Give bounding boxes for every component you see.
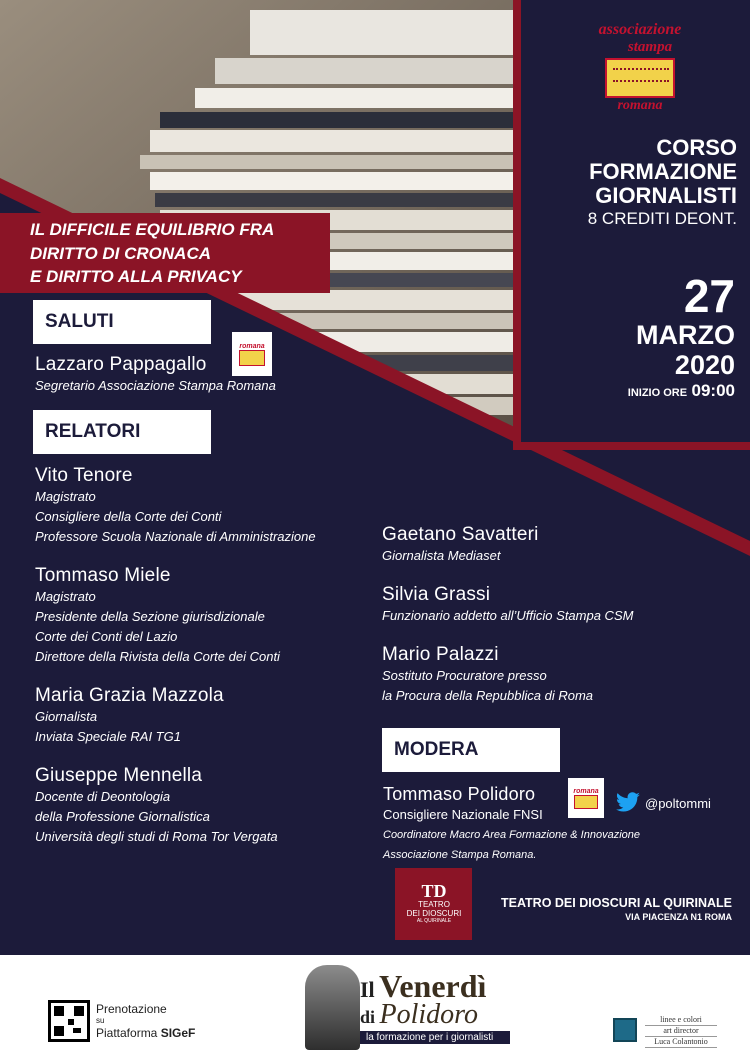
crimson-vertical — [513, 0, 521, 450]
relatore-role: Giornalista Mediaset — [382, 548, 501, 563]
moderator-name: Tommaso Polidoro — [383, 784, 536, 804]
booking-line2: su — [96, 1016, 105, 1025]
saluti-label: SALUTI — [33, 300, 211, 344]
date-day: 27 — [683, 270, 735, 322]
association-logo — [590, 12, 690, 122]
moderator-extra2: Associazione Stampa Romana. — [383, 849, 537, 861]
relatore-role: Funzionario addetto all’Ufficio Stampa CSM — [382, 608, 634, 623]
mini-colosseum-icon — [239, 350, 265, 366]
relatore-name: Giuseppe Mennella — [35, 765, 203, 786]
booking-qr-code[interactable] — [48, 1000, 90, 1042]
relatore-role: Inviata Speciale RAI TG1 — [35, 729, 181, 744]
relatore-role: Università degli studi di Roma Tor Vergata — [35, 829, 278, 844]
course-info — [525, 136, 737, 230]
design-credit — [645, 1015, 717, 1048]
course-line3: GIORNALISTI — [595, 183, 737, 208]
logo-text-stampa: stampa — [627, 38, 673, 55]
relatore-giuseppe-mennella — [35, 765, 278, 847]
title-line1: IL DIFFICILE EQUILIBRIO FRA — [30, 220, 275, 239]
course-line2: FORMAZIONE — [589, 159, 737, 184]
booking-line3: Piattaforma — [96, 1026, 158, 1040]
event-date — [540, 272, 735, 404]
saluti-name: Lazzaro Pappagallo — [35, 354, 207, 375]
venue-address: VIA PIACENZA N1 ROMA — [625, 912, 732, 922]
relatori-label: RELATORI — [33, 410, 211, 454]
date-year: 2020 — [674, 350, 735, 380]
mini-colosseum-icon — [574, 795, 598, 809]
brand-polidoro: Polidoro — [379, 999, 478, 1030]
saluti-association-logo — [232, 332, 272, 376]
twitter-handle[interactable]: @poltommi — [645, 795, 711, 811]
credit-line2: art director — [645, 1026, 717, 1037]
relatore-role: Magistrato — [35, 589, 96, 604]
venue-info — [470, 895, 732, 924]
title-line3: E DIRITTO ALLA PRIVACY — [30, 267, 242, 286]
booking-line1: Prenotazione — [96, 1002, 167, 1016]
venue-logo — [400, 882, 468, 925]
logo-text-romana: romana — [617, 97, 663, 113]
title-box — [0, 213, 330, 293]
moderator-association-logo — [568, 778, 604, 818]
relatore-name: Gaetano Savatteri — [382, 524, 539, 545]
relatore-role: Corte dei Conti del Lazio — [35, 629, 178, 644]
brand-il: Il — [360, 977, 375, 1002]
moderator-role: Consigliere Nazionale FNSI — [383, 807, 543, 822]
polidoro-portrait — [305, 965, 360, 1050]
mini-logo-text: romana — [573, 787, 599, 795]
venue-logo-line1: TEATRO — [418, 900, 450, 909]
relatore-role: Consigliere della Corte dei Conti — [35, 509, 222, 524]
credit-line1: linee e colori — [645, 1015, 717, 1026]
credit-line3: Luca Colantonio — [645, 1037, 717, 1048]
brand-tagline: la formazione per i giornalisti — [360, 1031, 510, 1044]
relatore-name: Mario Palazzi — [382, 644, 499, 665]
venue-name: TEATRO DEI DIOSCURI AL QUIRINALE — [500, 896, 732, 910]
brand-di: di — [360, 1007, 376, 1027]
venerdi-brand — [360, 968, 520, 1044]
relatore-vito-tenore — [35, 465, 316, 547]
relatore-silvia-grassi — [382, 584, 633, 626]
booking-info — [96, 1002, 195, 1041]
course-credits: 8 CREDITI DEONT. — [587, 209, 737, 228]
relatore-tommaso-miele — [35, 565, 280, 667]
relatore-role: Giornalista — [35, 709, 98, 724]
relatore-role: Docente di Deontologia — [35, 789, 171, 804]
venue-logo-line3: AL QUIRINALE — [416, 918, 452, 924]
relatore-role: Presidente della Sezione giurisdizionale — [35, 609, 265, 624]
relatore-role: Professore Scuola Nazionale di Amministrazione — [35, 529, 316, 544]
relatore-mario-palazzi — [382, 644, 593, 706]
relatore-role: Direttore della Rivista della Corte dei Conti — [35, 649, 280, 664]
saluti-role: Segretario Associazione Stampa Romana — [35, 378, 276, 393]
title-line2: DIRITTO DI CRONACA — [30, 244, 212, 263]
mini-logo-text: romana — [239, 342, 265, 350]
modera-label: MODERA — [382, 728, 560, 772]
booking-platform: SIGeF — [160, 1026, 196, 1040]
relatore-gaetano-savatteri — [382, 524, 539, 566]
date-month: MARZO — [636, 320, 735, 350]
relatore-name: Silvia Grassi — [382, 584, 491, 605]
relatore-role: la Procura della Repubblica di Roma — [382, 688, 594, 703]
relatore-role: della Professione Giornalistica — [35, 809, 210, 824]
design-credit-logo — [613, 1018, 637, 1042]
start-time-value: 09:00 — [691, 381, 735, 400]
colosseum-icon — [605, 58, 675, 98]
venue-logo-line2: DEI DIOSCURI — [406, 909, 462, 918]
relatore-role: Sostituto Procuratore presso — [382, 668, 547, 683]
twitter-bird-icon — [615, 792, 641, 814]
relatore-name: Tommaso Miele — [35, 565, 171, 586]
course-line1: CORSO — [656, 135, 737, 160]
brand-venerdi: Venerdì — [379, 968, 487, 1004]
logo-text-associazione: associazione — [598, 20, 682, 38]
relatore-name: Vito Tenore — [35, 465, 133, 486]
relatore-name: Maria Grazia Mazzola — [35, 685, 224, 706]
theater-mask-icon: TD — [421, 881, 447, 901]
start-time-label: INIZIO ORE — [627, 387, 688, 399]
relatore-maria-grazia-mazzola — [35, 685, 224, 747]
relatore-role: Magistrato — [35, 489, 96, 504]
moderator-extra1: Coordinatore Macro Area Formazione & Innovazione — [383, 829, 641, 841]
twitter-handle-row[interactable] — [615, 792, 711, 814]
start-time-row — [540, 380, 735, 404]
